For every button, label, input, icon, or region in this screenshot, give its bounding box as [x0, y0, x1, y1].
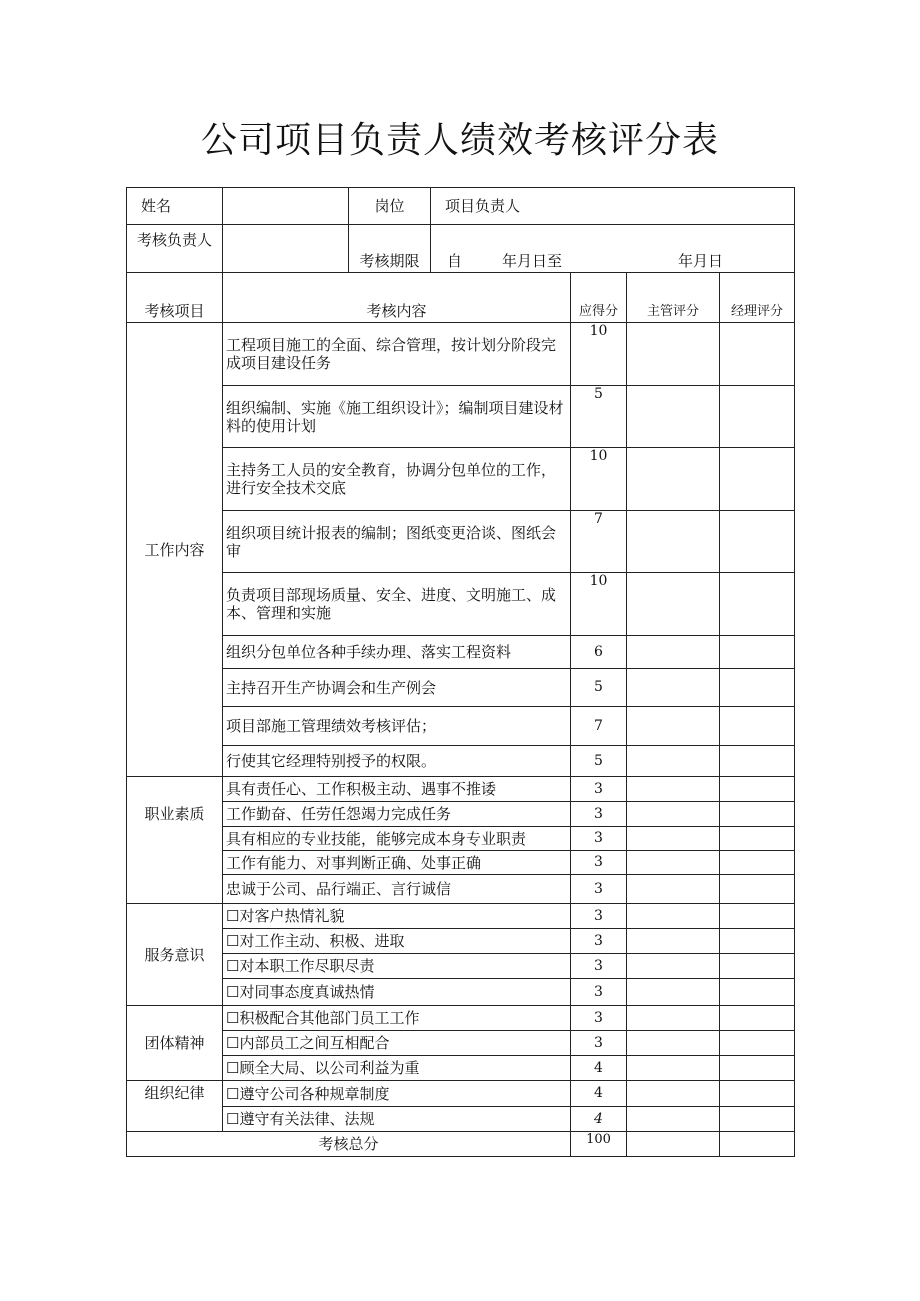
- criterion-score: 3: [571, 1006, 627, 1031]
- supervisor-score-cell[interactable]: [627, 777, 720, 802]
- manager-score-cell[interactable]: [720, 979, 795, 1006]
- table-row: [127, 802, 795, 827]
- criterion-text: ☐对本职工作尽职尽责: [223, 954, 571, 979]
- criterion-text: 主持召开生产协调会和生产例会: [223, 669, 571, 707]
- total-manager-cell[interactable]: [720, 1132, 795, 1157]
- criterion-text: ☐内部员工之间互相配合: [223, 1031, 571, 1056]
- supervisor-score-cell[interactable]: [627, 904, 720, 929]
- manager-score-cell[interactable]: [720, 669, 795, 707]
- section-professional-quality: 职业素质: [127, 777, 223, 904]
- manager-score-cell[interactable]: [720, 746, 795, 777]
- criterion-text: 项目部施工管理绩效考核评估；: [223, 707, 571, 746]
- criterion-text: ☐对客户热情礼貌: [223, 904, 571, 929]
- supervisor-score-cell[interactable]: [627, 1107, 720, 1132]
- criterion-score: 3: [571, 827, 627, 851]
- table-row: [127, 1107, 795, 1132]
- supervisor-score-cell[interactable]: [627, 875, 720, 904]
- supervisor-score-cell[interactable]: [627, 929, 720, 954]
- table-row: [127, 954, 795, 979]
- criterion-score: 3: [571, 1031, 627, 1056]
- table-row: [127, 1031, 795, 1056]
- table-row: [127, 573, 795, 636]
- supervisor-score-cell[interactable]: [627, 573, 720, 636]
- assessor-row: [127, 225, 795, 273]
- supervisor-score-cell[interactable]: [627, 707, 720, 746]
- criterion-score: 7: [571, 511, 627, 573]
- period-label: 考核期限: [349, 225, 431, 273]
- table-row: [127, 827, 795, 851]
- section-work-content: 工作内容: [127, 323, 223, 777]
- criterion-score: 3: [571, 979, 627, 1006]
- table-row: [127, 979, 795, 1006]
- section-discipline: 组织纪律: [127, 1081, 223, 1132]
- criterion-score: 3: [571, 904, 627, 929]
- table-row: [127, 851, 795, 875]
- supervisor-score-cell[interactable]: [627, 1056, 720, 1081]
- criterion-text: 负责项目部现场质量、安全、进度、文明施工、成本、管理和实施: [223, 573, 571, 636]
- table-row: [127, 386, 795, 448]
- table-row: [127, 1006, 795, 1031]
- column-header-row: [127, 273, 795, 323]
- col-score-header: 应得分: [571, 273, 627, 323]
- criterion-text: 主持务工人员的安全教育，协调分包单位的工作，进行安全技术交底: [223, 448, 571, 511]
- criterion-score: 3: [571, 929, 627, 954]
- total-label: 考核总分: [127, 1132, 571, 1157]
- assessor-value-field[interactable]: [223, 225, 349, 273]
- table-row: [127, 511, 795, 573]
- manager-score-cell[interactable]: [720, 802, 795, 827]
- criterion-text: ☐对同事态度真诚热情: [223, 979, 571, 1006]
- name-value-field[interactable]: [223, 188, 349, 225]
- supervisor-score-cell[interactable]: [627, 746, 720, 777]
- table-row: [127, 669, 795, 707]
- position-label: 岗位: [349, 188, 431, 225]
- supervisor-score-cell[interactable]: [627, 669, 720, 707]
- section-service-awareness: 服务意识: [127, 904, 223, 1006]
- manager-score-cell[interactable]: [720, 1056, 795, 1081]
- total-score: 100: [571, 1132, 627, 1157]
- criterion-text: ☐积极配合其他部门员工工作: [223, 1006, 571, 1031]
- supervisor-score-cell[interactable]: [627, 1081, 720, 1107]
- manager-score-cell[interactable]: [720, 875, 795, 904]
- manager-score-cell[interactable]: [720, 1006, 795, 1031]
- criterion-text: 具有相应的专业技能，能够完成本身专业职责: [223, 827, 571, 851]
- manager-score-cell[interactable]: [720, 1081, 795, 1107]
- manager-score-cell[interactable]: [720, 448, 795, 511]
- supervisor-score-cell[interactable]: [627, 851, 720, 875]
- table-row: [127, 448, 795, 511]
- criterion-score: 10: [571, 573, 627, 636]
- criterion-text: ☐对工作主动、积极、进取: [223, 929, 571, 954]
- criterion-score: 10: [571, 323, 627, 386]
- manager-score-cell[interactable]: [720, 777, 795, 802]
- position-value: 项目负责人: [431, 188, 795, 225]
- name-row: [127, 188, 795, 225]
- criterion-score: 4: [571, 1056, 627, 1081]
- table-row: [127, 777, 795, 802]
- criterion-score: 3: [571, 875, 627, 904]
- assessment-table: [126, 187, 795, 1157]
- page-title: 公司项目负责人绩效考核评分表: [200, 120, 719, 161]
- manager-score-cell[interactable]: [720, 851, 795, 875]
- period-mid: 年月日至: [502, 252, 563, 270]
- manager-score-cell[interactable]: [720, 573, 795, 636]
- manager-score-cell[interactable]: [720, 929, 795, 954]
- manager-score-cell[interactable]: [720, 827, 795, 851]
- table-row: [127, 875, 795, 904]
- supervisor-score-cell[interactable]: [627, 1031, 720, 1056]
- supervisor-score-cell[interactable]: [627, 448, 720, 511]
- criterion-text: ☐遵守公司各种规章制度: [223, 1081, 571, 1107]
- criterion-text: 工作有能力、对事判断正确、处事正确: [223, 851, 571, 875]
- manager-score-cell[interactable]: [720, 323, 795, 386]
- criterion-score: 4: [571, 1107, 627, 1132]
- criterion-score: 6: [571, 636, 627, 669]
- criterion-score: 3: [571, 851, 627, 875]
- criterion-text: 工程项目施工的全面、综合管理，按计划分阶段完成项目建设任务: [223, 323, 571, 386]
- manager-score-cell[interactable]: [720, 511, 795, 573]
- period-value: [431, 225, 795, 273]
- section-team-spirit: 团体精神: [127, 1006, 223, 1081]
- criterion-text: 忠诚于公司、品行端正、言行诚信: [223, 875, 571, 904]
- manager-score-cell[interactable]: [720, 904, 795, 929]
- manager-score-cell[interactable]: [720, 707, 795, 746]
- supervisor-score-cell[interactable]: [627, 386, 720, 448]
- col-manager-header: 经理评分: [720, 273, 795, 323]
- criterion-text: 组织分包单位各种手续办理、落实工程资料: [223, 636, 571, 669]
- criterion-score: 10: [571, 448, 627, 511]
- manager-score-cell[interactable]: [720, 636, 795, 669]
- col-supervisor-header: 主管评分: [627, 273, 720, 323]
- criterion-text: 具有责任心、工作积极主动、遇事不推诿: [223, 777, 571, 802]
- table-row: [127, 707, 795, 746]
- name-label: 姓名: [127, 188, 223, 225]
- criterion-score: 3: [571, 802, 627, 827]
- supervisor-score-cell[interactable]: [627, 636, 720, 669]
- supervisor-score-cell[interactable]: [627, 979, 720, 1006]
- criterion-text: 组织编制、实施《施工组织设计》；编制项目建设材料的使用计划: [223, 386, 571, 448]
- supervisor-score-cell[interactable]: [627, 323, 720, 386]
- manager-score-cell[interactable]: [720, 1107, 795, 1132]
- col-content-header: 考核内容: [223, 273, 571, 323]
- period-from: 自: [447, 252, 463, 270]
- table-row: [127, 1081, 795, 1107]
- supervisor-score-cell[interactable]: [627, 954, 720, 979]
- table-row: [127, 746, 795, 777]
- col-item-header: 考核项目: [127, 273, 223, 323]
- supervisor-score-cell[interactable]: [627, 1006, 720, 1031]
- criterion-text: 工作勤奋、任劳任怨竭力完成任务: [223, 802, 571, 827]
- criterion-score: 5: [571, 746, 627, 777]
- criterion-score: 4: [571, 1081, 627, 1107]
- total-row: [127, 1132, 795, 1157]
- supervisor-score-cell[interactable]: [627, 511, 720, 573]
- criterion-score: 3: [571, 954, 627, 979]
- table-row: [127, 904, 795, 929]
- criterion-score: 3: [571, 777, 627, 802]
- total-supervisor-cell[interactable]: [627, 1132, 720, 1157]
- table-row: [127, 636, 795, 669]
- manager-score-cell[interactable]: [720, 1031, 795, 1056]
- criterion-text: 行使其它经理特别授予的权限。: [223, 746, 571, 777]
- table-row: [127, 929, 795, 954]
- assessor-label: 考核负责人: [127, 225, 223, 273]
- criterion-text: ☐顾全大局、以公司利益为重: [223, 1056, 571, 1081]
- supervisor-score-cell[interactable]: [627, 802, 720, 827]
- criterion-score: 7: [571, 707, 627, 746]
- period-end: 年月日: [678, 252, 724, 270]
- table-row: [127, 1056, 795, 1081]
- criterion-text: ☐遵守有关法律、法规: [223, 1107, 571, 1132]
- manager-score-cell[interactable]: [720, 386, 795, 448]
- criterion-text: 组织项目统计报表的编制；图纸变更洽谈、图纸会审: [223, 511, 571, 573]
- table-row: [127, 323, 795, 386]
- criterion-score: 5: [571, 386, 627, 448]
- supervisor-score-cell[interactable]: [627, 827, 720, 851]
- manager-score-cell[interactable]: [720, 954, 795, 979]
- criterion-score: 5: [571, 669, 627, 707]
